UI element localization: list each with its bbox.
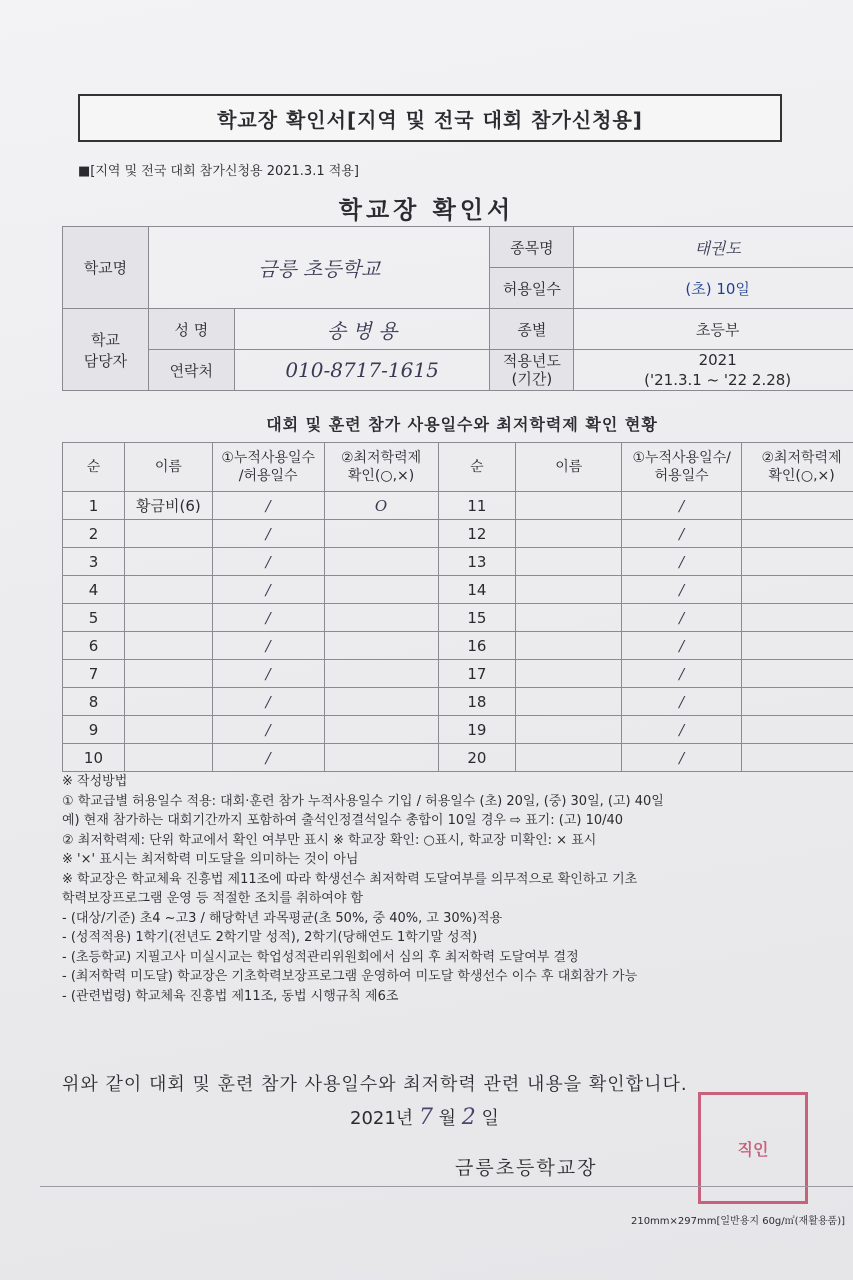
row-name xyxy=(124,576,212,604)
manager-name-value: 송 병 용 xyxy=(234,309,490,350)
row-check-right xyxy=(742,548,853,576)
date-day-unit: 일 xyxy=(481,1108,499,1129)
school-value: 금릉 초등학교 xyxy=(148,227,490,309)
allowed-days-value: (초) 10일 xyxy=(574,268,853,309)
header-no-right: 순 xyxy=(438,443,516,492)
row-days: / xyxy=(212,492,324,520)
table-row xyxy=(63,492,853,520)
division-label: 종별 xyxy=(490,309,574,350)
row-name-right xyxy=(516,688,622,716)
row-name-right xyxy=(516,744,622,772)
instruction-line: - (초등학교) 지필고사 미실시교는 학업성적관리위원회에서 심의 후 최저학력 도달여부 결정 xyxy=(62,949,579,965)
row-check: O xyxy=(324,492,438,520)
row-no: 3 xyxy=(63,548,125,576)
header-days: ①누적사용일수 /허용일수 xyxy=(212,443,324,492)
table-row xyxy=(63,688,853,716)
year-value: 2021 xyxy=(698,351,737,369)
row-name xyxy=(124,660,212,688)
row-days-right: / xyxy=(622,744,742,772)
header-check: ②최저학력제 확인(○,×) xyxy=(324,443,438,492)
row-no: 8 xyxy=(63,688,125,716)
row-check xyxy=(324,744,438,772)
seal-text: 직인 xyxy=(737,1139,769,1159)
row-no-right: 19 xyxy=(438,716,516,744)
header-days-right: ①누적사용일수/ 허용일수 xyxy=(622,443,742,492)
row-no: 4 xyxy=(63,576,125,604)
issue-date xyxy=(350,1104,499,1130)
date-month-unit: 월 xyxy=(438,1108,457,1129)
table-row xyxy=(63,576,853,604)
table-row xyxy=(63,520,853,548)
row-check-right xyxy=(742,688,853,716)
instruction-line: ① 학교급별 허용일수 적용: 대회·훈련 참가 누적사용일수 기입 / 허용일수 (초) 20일, (중) 30일, (고) 40일 xyxy=(62,793,664,809)
row-days: / xyxy=(212,660,324,688)
row-no: 7 xyxy=(63,660,125,688)
event-value: 태권도 xyxy=(574,227,853,268)
instruction-line: ※ '×' 표시는 최저학력 미도달을 의미하는 것이 아님 xyxy=(62,852,359,867)
row-name-right xyxy=(516,660,622,688)
table-row xyxy=(63,744,853,772)
instruction-line: ② 최저학력제: 단위 학교에서 확인 여부만 표시 ※ 학교장 확인: ○표시, 학교장 미확인: × 표시 xyxy=(62,832,597,848)
row-name-right xyxy=(516,576,622,604)
instruction-line: - (관련법령) 학교체육 진흥법 제11조, 동법 시행규칙 제6조 xyxy=(62,988,399,1004)
row-name xyxy=(124,632,212,660)
footer-divider xyxy=(40,1186,853,1187)
row-check-right xyxy=(742,604,853,632)
row-name xyxy=(124,688,212,716)
row-days: / xyxy=(212,520,324,548)
row-name xyxy=(124,716,212,744)
row-no-right: 17 xyxy=(438,660,516,688)
division-value: 초등부 xyxy=(574,309,853,350)
participation-grid xyxy=(62,442,853,772)
confirmation-text: 위와 같이 대회 및 훈련 참가 사용일수와 최저학력 관련 내용을 확인합니다. xyxy=(62,1074,688,1095)
row-name-right xyxy=(516,548,622,576)
instruction-line: 학력보장프로그램 운영 등 적절한 조치를 취하여야 함 xyxy=(62,891,364,906)
header-no: 순 xyxy=(63,443,125,492)
row-check xyxy=(324,632,438,660)
row-name-right xyxy=(516,632,622,660)
row-days-right: / xyxy=(622,604,742,632)
row-no: 5 xyxy=(63,604,125,632)
official-seal-stamp xyxy=(698,1092,808,1204)
row-days: / xyxy=(212,688,324,716)
row-days: / xyxy=(212,576,324,604)
row-days-right: / xyxy=(622,576,742,604)
row-days-right: / xyxy=(622,716,742,744)
application-note: ■[지역 및 전국 대회 참가신청용 2021.3.1 적용] xyxy=(78,164,359,179)
date-month: 7 xyxy=(418,1105,433,1130)
table-row xyxy=(63,604,853,632)
row-name xyxy=(124,604,212,632)
header-check-right: ②최저학력제 확인(○,×) xyxy=(742,443,853,492)
row-check xyxy=(324,688,438,716)
row-check-right xyxy=(742,716,853,744)
header-name-right: 이름 xyxy=(516,443,622,492)
row-days: / xyxy=(212,548,324,576)
row-days-right: / xyxy=(622,632,742,660)
row-no-right: 15 xyxy=(438,604,516,632)
instructions xyxy=(62,772,852,1006)
document-box-title: 학교장 확인서[지역 및 전국 대회 참가신청용] xyxy=(78,94,782,142)
row-check-right xyxy=(742,576,853,604)
row-check xyxy=(324,548,438,576)
status-title: 대회 및 훈련 참가 사용일수와 최저학력제 확인 현황 xyxy=(266,415,658,434)
table-row xyxy=(63,716,853,744)
header-name: 이름 xyxy=(124,443,212,492)
row-days-right: / xyxy=(622,548,742,576)
row-days-right: / xyxy=(622,520,742,548)
date-day: 2 xyxy=(461,1105,476,1130)
event-label: 종목명 xyxy=(490,227,574,268)
row-no: 1 xyxy=(63,492,125,520)
principal-name: 금릉초등학교장 xyxy=(455,1157,598,1179)
date-year: 2021년 xyxy=(350,1108,414,1129)
paper-spec-footer: 210mm×297mm[일반용지 60g/㎡(재활용품)] xyxy=(630,1216,845,1227)
school-label: 학교명 xyxy=(63,227,149,309)
row-days: / xyxy=(212,744,324,772)
row-check xyxy=(324,576,438,604)
row-no: 2 xyxy=(63,520,125,548)
row-check xyxy=(324,660,438,688)
row-name-right xyxy=(516,604,622,632)
contact-value: 010-8717-1615 xyxy=(234,350,490,391)
row-no-right: 18 xyxy=(438,688,516,716)
name-label: 성 명 xyxy=(148,309,234,350)
instruction-line: 예) 현재 참가하는 대회기간까지 포함하여 출석인정결석일수 총합이 10일 경우 ⇨ 표기: (고) 10/40 xyxy=(62,813,624,828)
instruction-line: ※ 작성방법 xyxy=(62,774,128,789)
row-check xyxy=(324,604,438,632)
row-no-right: 13 xyxy=(438,548,516,576)
row-name-right xyxy=(516,520,622,548)
row-check-right xyxy=(742,632,853,660)
row-days: / xyxy=(212,604,324,632)
row-days-right: / xyxy=(622,492,742,520)
row-no-right: 14 xyxy=(438,576,516,604)
row-no: 6 xyxy=(63,632,125,660)
row-days: / xyxy=(212,632,324,660)
row-no: 9 xyxy=(63,716,125,744)
row-check-right xyxy=(742,744,853,772)
row-no-right: 16 xyxy=(438,632,516,660)
row-no: 10 xyxy=(63,744,125,772)
row-days-right: / xyxy=(622,660,742,688)
row-check xyxy=(324,520,438,548)
row-name xyxy=(124,548,212,576)
row-name-right xyxy=(516,492,622,520)
contact-label: 연락처 xyxy=(148,350,234,391)
row-check-right xyxy=(742,660,853,688)
row-no-right: 20 xyxy=(438,744,516,772)
table-row xyxy=(63,660,853,688)
instruction-line: - (최저학력 미도달) 학교장은 기초학력보장프로그램 운영하여 미도달 학생선수 이수 후 대회참가 가능 xyxy=(62,969,638,984)
instruction-line: ※ 학교장은 학교체육 진흥법 제11조에 따라 학생선수 최저학력 도달여부를 의무적으로 확인하고 기초 xyxy=(62,871,638,887)
row-check xyxy=(324,716,438,744)
row-days: / xyxy=(212,716,324,744)
row-name xyxy=(124,744,212,772)
table-row xyxy=(63,548,853,576)
row-days-right: / xyxy=(622,688,742,716)
manager-label: 학교 담당자 xyxy=(63,309,149,391)
instruction-line: - (성적적용) 1학기(전년도 2학기말 성적), 2학기(당해연도 1학기말 성적) xyxy=(62,930,478,945)
row-name: 황금비(6) xyxy=(124,492,212,520)
row-check-right xyxy=(742,520,853,548)
instruction-line: - (대상/기준) 초4 ~고3 / 해당학년 과목평균(초 50%, 중 40%, 고 30%)적용 xyxy=(62,910,503,926)
period-value: ('21.3.1 ~ '22 2.28) xyxy=(644,371,792,389)
row-name-right xyxy=(516,716,622,744)
year-cell xyxy=(574,350,853,391)
row-name xyxy=(124,520,212,548)
row-no-right: 12 xyxy=(438,520,516,548)
table-row xyxy=(63,632,853,660)
main-title: 학교장 확인서 xyxy=(338,196,515,224)
row-no-right: 11 xyxy=(438,492,516,520)
year-label: 적용년도 (기간) xyxy=(490,350,574,391)
info-table xyxy=(62,226,853,391)
allowed-days-label: 허용일수 xyxy=(490,268,574,309)
row-check-right xyxy=(742,492,853,520)
